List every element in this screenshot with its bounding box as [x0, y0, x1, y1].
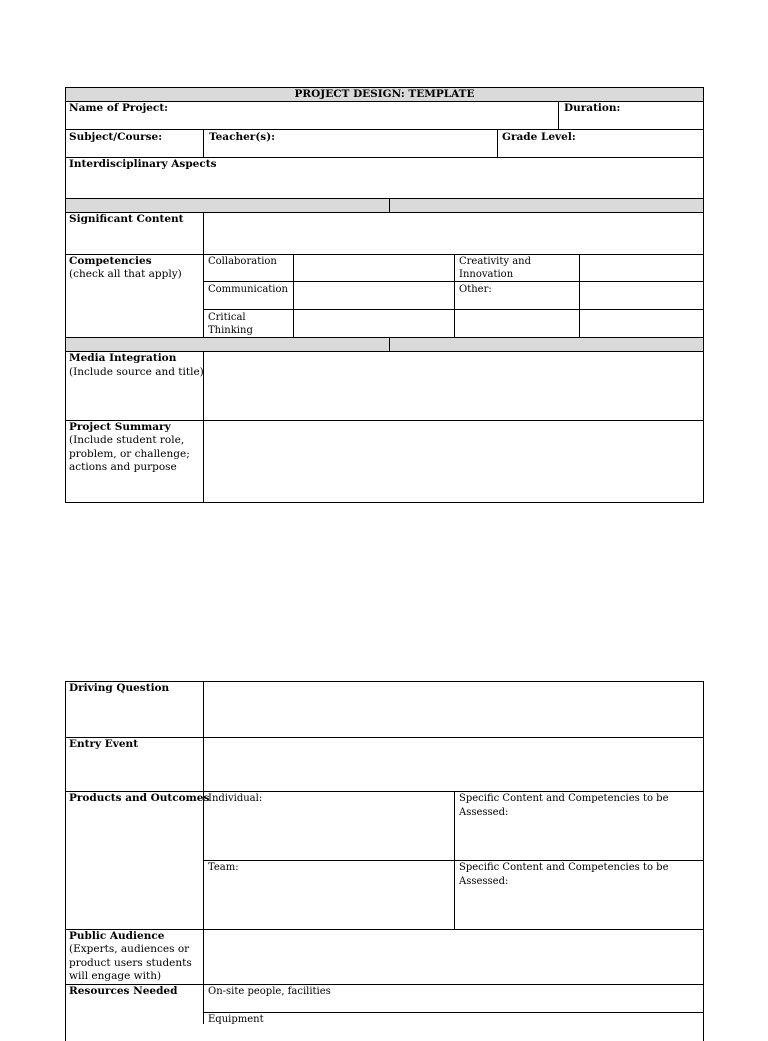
divider [203, 129, 204, 157]
divider [203, 1012, 704, 1013]
grade-level-label: Grade Level: [502, 131, 576, 143]
team-label: Team: [208, 862, 239, 873]
creativity-label-line2: Innovation [459, 269, 514, 280]
products-outcomes-label: Products and Outcomes [69, 792, 210, 804]
media-integration-note: (Include source and title) [69, 366, 204, 378]
public-audience-note-line3: will engage with) [69, 970, 162, 982]
divider [65, 737, 704, 738]
divider [203, 212, 204, 338]
spacer-row-shading [66, 199, 703, 212]
teachers-label: Teacher(s): [209, 131, 276, 143]
creativity-checkbox-cell[interactable] [580, 255, 703, 281]
other-checkbox-cell[interactable] [580, 282, 703, 309]
individual-assessed-line2: Assessed: [459, 807, 509, 818]
significant-content-label: Significant Content [69, 213, 184, 225]
divider [454, 254, 455, 338]
public-audience-note-line1: (Experts, audiences or [69, 943, 190, 955]
communication-label: Communication [208, 284, 288, 295]
collaboration-label: Collaboration [208, 256, 277, 267]
project-summary-label: Project Summary [69, 421, 171, 433]
duration-label: Duration: [564, 102, 621, 114]
public-audience-note-line2: product users students [69, 957, 192, 969]
divider [65, 129, 704, 130]
project-summary-note-line2: problem, or challenge; [69, 448, 190, 460]
communication-checkbox-cell[interactable] [294, 282, 454, 309]
resources-needed-label: Resources Needed [69, 985, 178, 997]
divider [389, 337, 390, 351]
table-title: PROJECT DESIGN: TEMPLATE [294, 88, 475, 100]
team-assessed-line1: Specific Content and Competencies to be [459, 862, 669, 873]
entry-event-label: Entry Event [69, 738, 139, 750]
equipment-label: Equipment [208, 1014, 264, 1025]
team-assessed-line2: Assessed: [459, 876, 509, 887]
critical-thinking-label-line1: Critical [208, 312, 246, 323]
creativity-label-line1: Creativity and [459, 256, 532, 267]
project-summary-note-line3: actions and purpose [69, 461, 177, 473]
divider [203, 681, 204, 1024]
competencies-note: (check all that apply) [69, 268, 182, 280]
spacer-row-shading [66, 338, 703, 351]
divider [558, 101, 559, 129]
project-summary-note-line1: (Include student role, [69, 434, 185, 446]
media-integration-label: Media Integration [69, 352, 177, 364]
divider [497, 129, 498, 157]
collaboration-checkbox-cell[interactable] [294, 255, 454, 281]
critical-thinking-checkbox-cell[interactable] [294, 310, 454, 337]
driving-question-label: Driving Question [69, 682, 170, 694]
onsite-label: On-site people, facilities [208, 986, 331, 997]
public-audience-label: Public Audience [69, 930, 165, 942]
interdisciplinary-label: Interdisciplinary Aspects [69, 158, 217, 170]
individual-label: Individual: [208, 793, 263, 804]
subject-course-label: Subject/Course: [69, 131, 163, 143]
individual-assessed-line1: Specific Content and Competencies to be [459, 793, 669, 804]
other-label: Other: [459, 284, 492, 295]
competencies-label: Competencies [69, 255, 152, 267]
name-of-project-label: Name of Project: [69, 102, 169, 114]
divider [389, 198, 390, 212]
critical-thinking-label-line2: Thinking [208, 325, 253, 336]
